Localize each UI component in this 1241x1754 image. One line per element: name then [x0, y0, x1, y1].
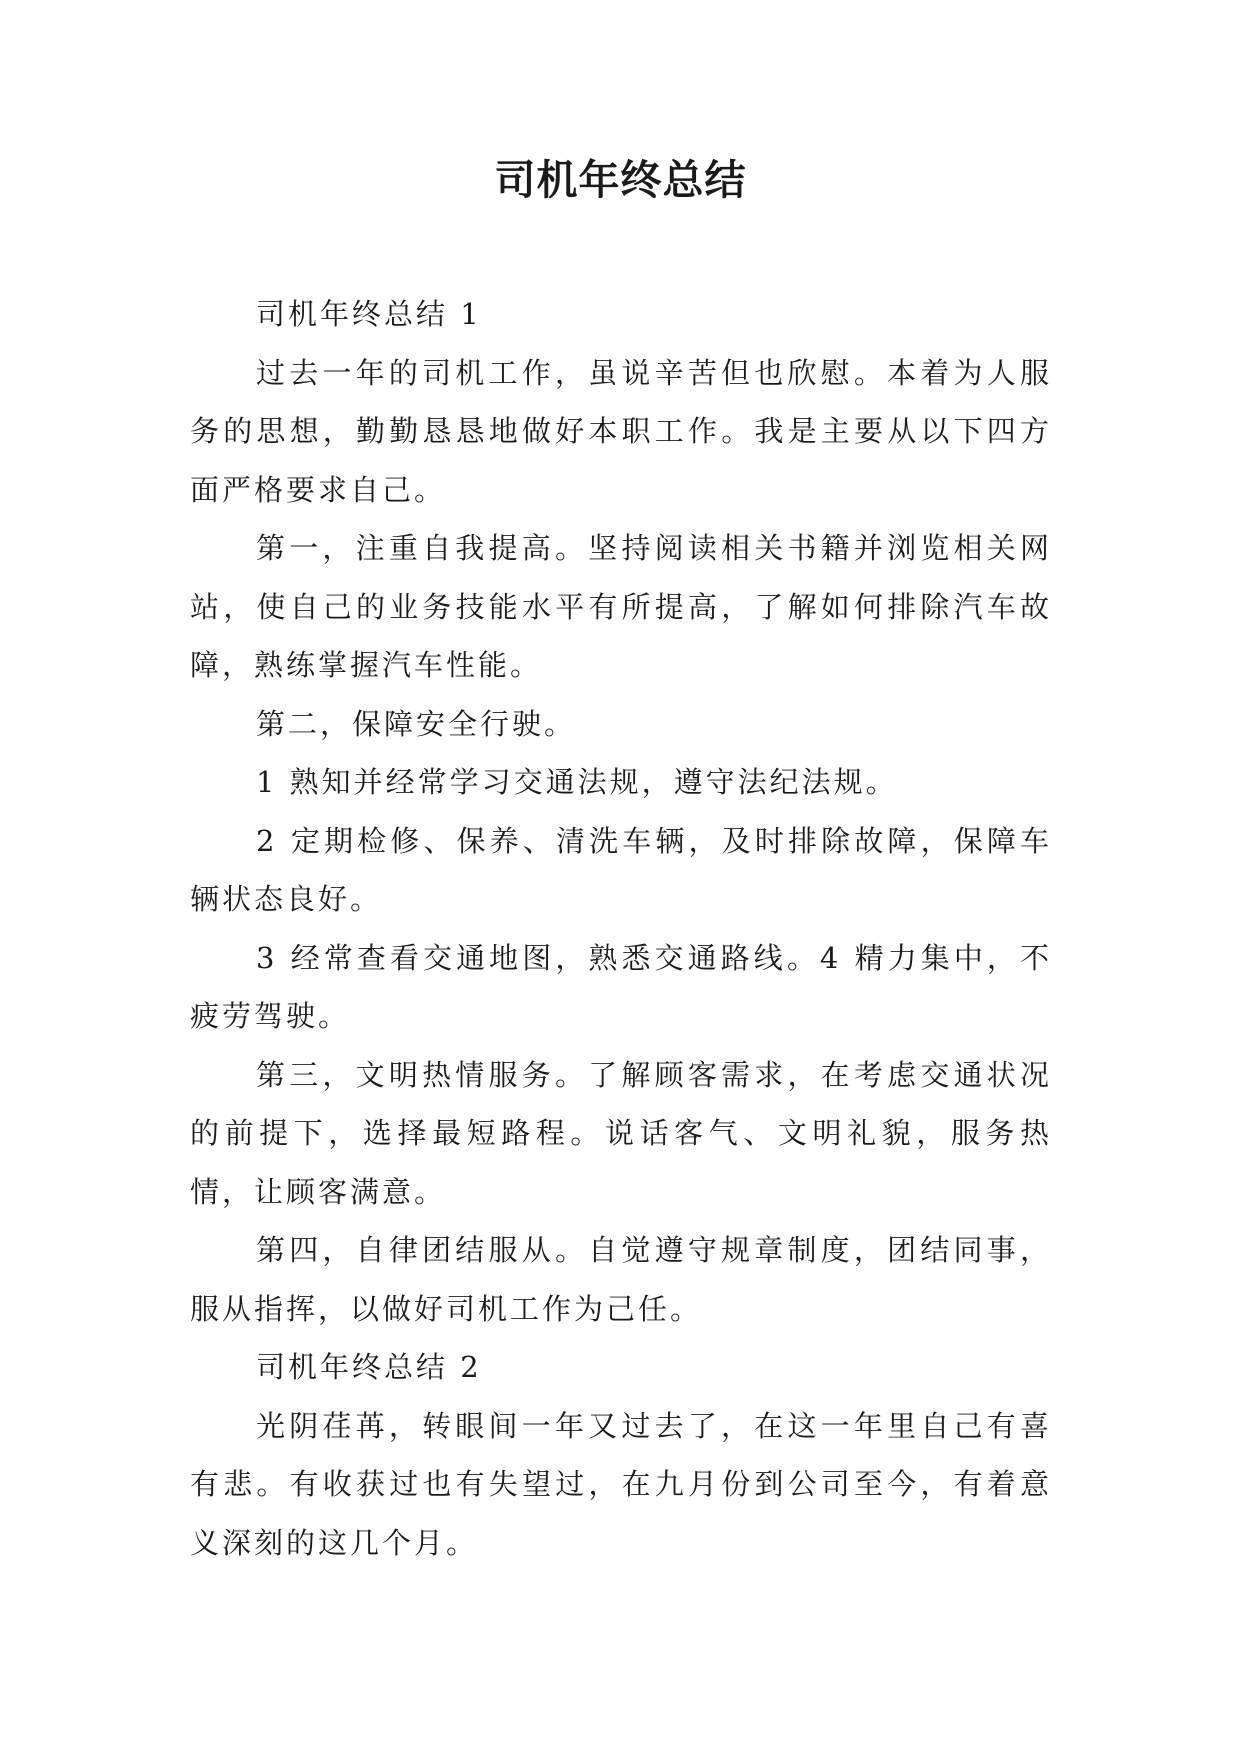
paragraph-point-3: 第三，文明热情服务。了解顾客需求，在考虑交通状况的前提下，选择最短路程。说话客气、文明礼貌，服务热情，让顾客满意。: [190, 1057, 1052, 1209]
section-heading-2: 司机年终总结 2: [256, 1350, 482, 1384]
paragraph-point-2: 第二，保障安全行驶。: [256, 706, 577, 741]
paragraph-subpoint-1: 1 熟知并经常学习交通法规，遵守法纪法规。: [256, 765, 898, 799]
document-body: [190, 285, 1052, 1572]
section-heading-1: 司机年终总结 1: [256, 297, 482, 331]
paragraph-intro: 过去一年的司机工作，虽说辛苦但也欣慰。本着为人服务的思想，勤勤恳恳地做好本职工作。我是主要从以下四方面严格要求自己。: [190, 355, 1052, 507]
paragraph-point-4: 第四，自律团结服从。自觉遵守规章制度，团结同事，服从指挥，以做好司机工作为己任。: [190, 1233, 1052, 1326]
paragraph-subpoint-3-4: 3 经常查看交通地图，熟悉交通路线。4 精力集中，不疲劳驾驶。: [190, 940, 1052, 1033]
paragraph-subpoint-2: 2 定期检修、保养、清洗车辆，及时排除故障，保障车辆状态良好。: [190, 823, 1052, 916]
document-title: 司机年终总结: [494, 156, 747, 204]
paragraph-section-2-intro: 光阴荏苒，转眼间一年又过去了，在这一年里自己有喜有悲。有收获过也有失望过，在九月份到公司至今，有着意义深刻的这几个月。: [190, 1408, 1052, 1560]
paragraph-point-1: 第一，注重自我提高。坚持阅读相关书籍并浏览相关网站，使自己的业务技能水平有所提高，了解如何排除汽车故障，熟练掌握汽车性能。: [190, 531, 1052, 682]
